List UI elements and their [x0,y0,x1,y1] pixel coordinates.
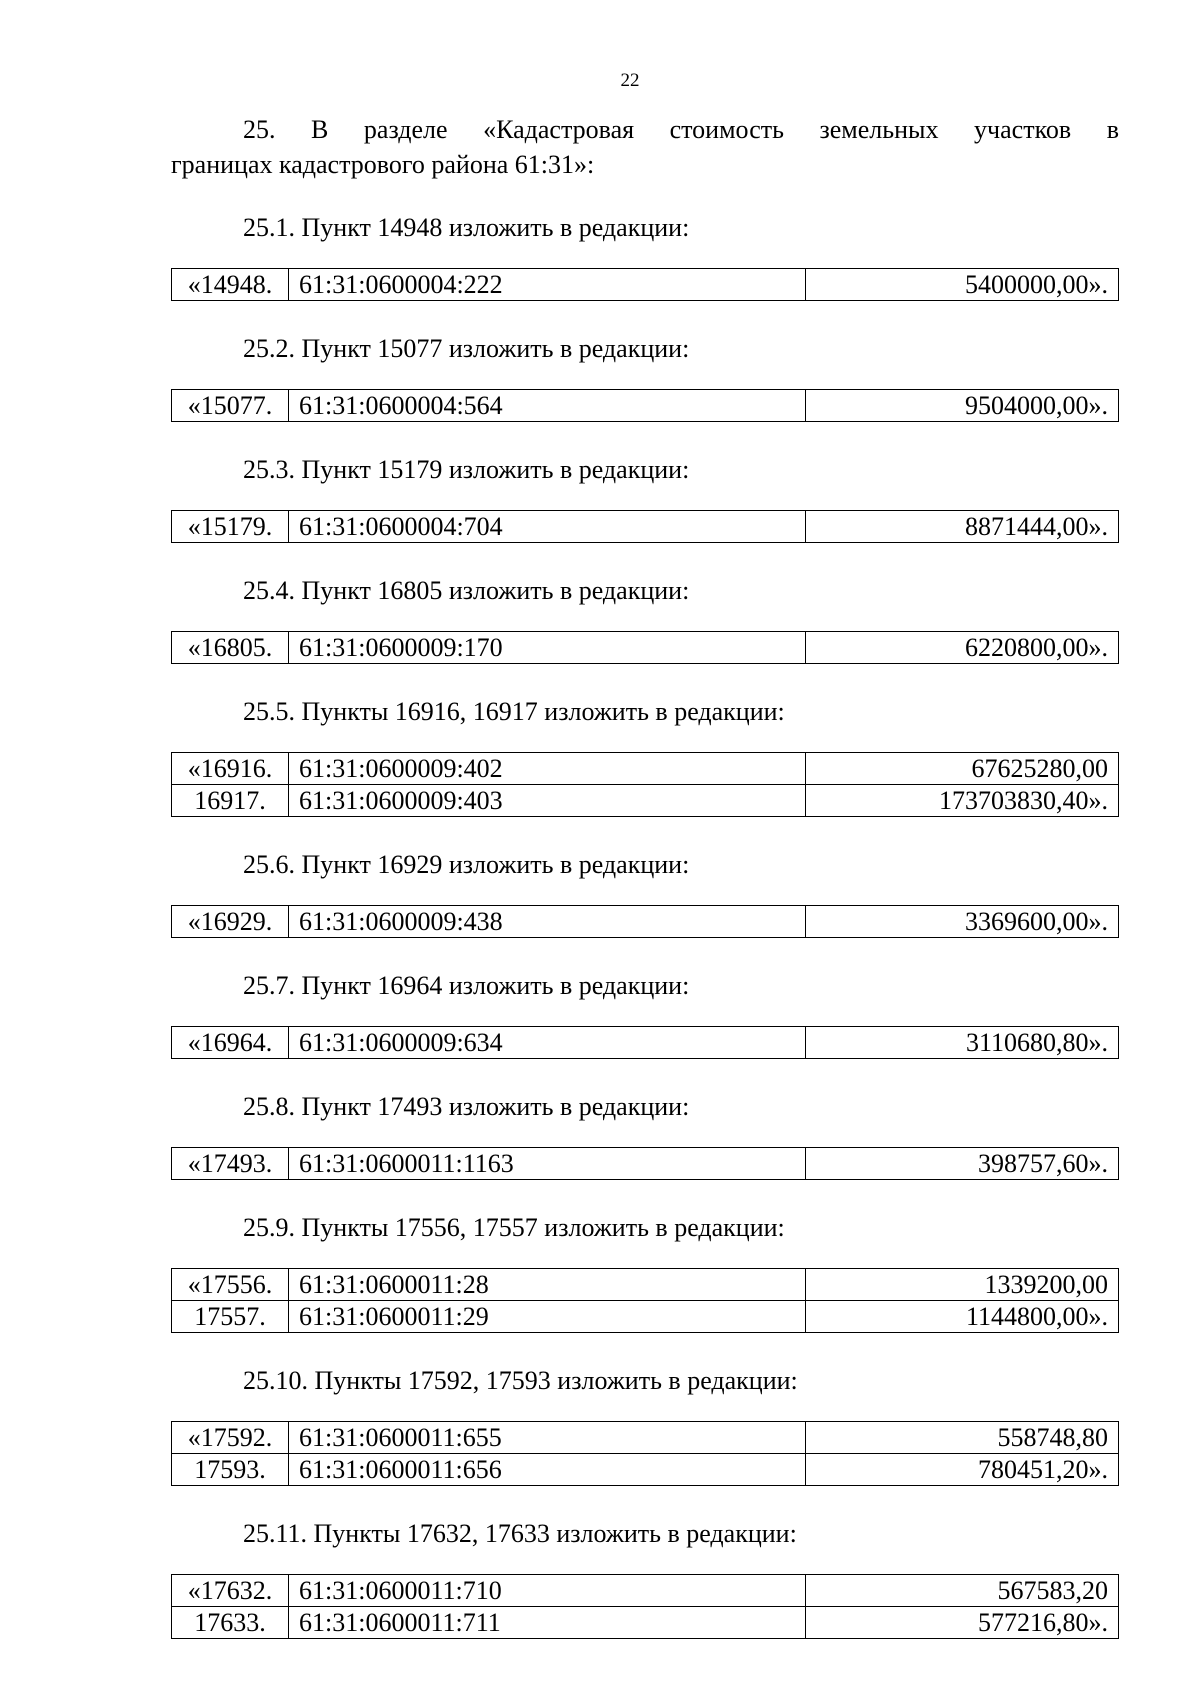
amendment-heading: 25.6. Пункт 16929 изложить в редакции: [243,850,690,879]
cadastral-value-cell: 1144800,00». [806,1301,1119,1333]
cadastral-number-cell: 61:31:0600011:1163 [289,1148,806,1180]
cadastral-number-cell: 61:31:0600004:564 [289,390,806,422]
table-row [172,785,1119,817]
item-number-cell: «16964. [172,1027,289,1059]
amendment-table [171,1147,1119,1180]
cadastral-value-cell: 6220800,00». [806,632,1119,664]
cadastral-value-cell: 1339200,00 [806,1269,1119,1301]
cadastral-value-cell: 398757,60». [806,1148,1119,1180]
item-number-cell: «15179. [172,511,289,543]
table-row [172,1027,1119,1059]
item-number-cell: «17493. [172,1148,289,1180]
cadastral-number-cell: 61:31:0600011:656 [289,1454,806,1486]
item-number-cell: «16916. [172,753,289,785]
table-row [172,1454,1119,1486]
item-number-cell: «17592. [172,1422,289,1454]
amendment-table [171,1574,1119,1639]
amendment-list [171,212,1119,1639]
cadastral-number-cell: 61:31:0600011:655 [289,1422,806,1454]
item-number-cell: «16805. [172,632,289,664]
amendment-table [171,268,1119,301]
amendment-heading: 25.2. Пункт 15077 изложить в редакции: [243,334,690,363]
cadastral-value-cell: 3369600,00». [806,906,1119,938]
cadastral-value-cell: 577216,80». [806,1607,1119,1639]
page-number: 22 [620,70,640,91]
amendment-heading: 25.4. Пункт 16805 изложить в редакции: [243,576,690,605]
item-number-cell: 16917. [172,785,289,817]
amendment-heading: 25.8. Пункт 17493 изложить в редакции: [243,1092,690,1121]
amendment-table [171,510,1119,543]
table-row [172,632,1119,664]
intro-line-2: границах кадастрового района 61:31»: [171,150,595,179]
cadastral-number-cell: 61:31:0600009:170 [289,632,806,664]
item-number-cell: «17556. [172,1269,289,1301]
amendment-table [171,752,1119,817]
amendment-table [171,1026,1119,1059]
amendment-heading: 25.3. Пункт 15179 изложить в редакции: [243,455,690,484]
cadastral-number-cell: 61:31:0600011:29 [289,1301,806,1333]
amendment-table [171,631,1119,664]
intro-line-1: 25. В разделе «Кадастровая стоимость земельных участков в [243,115,1119,144]
cadastral-value-cell: 8871444,00». [806,511,1119,543]
table-row [172,1422,1119,1454]
cadastral-value-cell: 567583,20 [806,1575,1119,1607]
cadastral-value-cell: 173703830,40». [806,785,1119,817]
item-number-cell: «14948. [172,269,289,301]
table-row [172,906,1119,938]
amendment-heading: 25.11. Пункты 17632, 17633 изложить в редакции: [243,1519,797,1548]
table-row [172,1575,1119,1607]
item-number-cell: «17632. [172,1575,289,1607]
item-number-cell: 17633. [172,1607,289,1639]
item-number-cell: 17593. [172,1454,289,1486]
amendment-heading: 25.5. Пункты 16916, 16917 изложить в редакции: [243,697,785,726]
cadastral-value-cell: 558748,80 [806,1422,1119,1454]
cadastral-value-cell: 3110680,80». [806,1027,1119,1059]
cadastral-number-cell: 61:31:0600004:704 [289,511,806,543]
cadastral-number-cell: 61:31:0600004:222 [289,269,806,301]
amendment-table [171,389,1119,422]
amendment-table [171,905,1119,938]
cadastral-value-cell: 67625280,00 [806,753,1119,785]
cadastral-number-cell: 61:31:0600011:28 [289,1269,806,1301]
table-row [172,753,1119,785]
section-intro [171,112,1119,182]
cadastral-number-cell: 61:31:0600009:634 [289,1027,806,1059]
amendment-heading: 25.10. Пункты 17592, 17593 изложить в редакции: [243,1366,798,1395]
item-number-cell: 17557. [172,1301,289,1333]
amendment-heading: 25.7. Пункт 16964 изложить в редакции: [243,971,690,1000]
cadastral-number-cell: 61:31:0600009:402 [289,753,806,785]
table-row [172,1301,1119,1333]
cadastral-number-cell: 61:31:0600009:438 [289,906,806,938]
item-number-cell: «16929. [172,906,289,938]
table-row [172,1148,1119,1180]
amendment-heading: 25.1. Пункт 14948 изложить в редакции: [243,213,690,242]
table-row [172,511,1119,543]
table-row [172,1269,1119,1301]
cadastral-value-cell: 5400000,00». [806,269,1119,301]
cadastral-number-cell: 61:31:0600011:710 [289,1575,806,1607]
cadastral-value-cell: 780451,20». [806,1454,1119,1486]
document-body [171,112,1119,1671]
amendment-heading: 25.9. Пункты 17556, 17557 изложить в редакции: [243,1213,785,1242]
table-row [172,390,1119,422]
cadastral-value-cell: 9504000,00». [806,390,1119,422]
amendment-table [171,1268,1119,1333]
amendment-table [171,1421,1119,1486]
item-number-cell: «15077. [172,390,289,422]
cadastral-number-cell: 61:31:0600009:403 [289,785,806,817]
cadastral-number-cell: 61:31:0600011:711 [289,1607,806,1639]
table-row [172,1607,1119,1639]
table-row [172,269,1119,301]
